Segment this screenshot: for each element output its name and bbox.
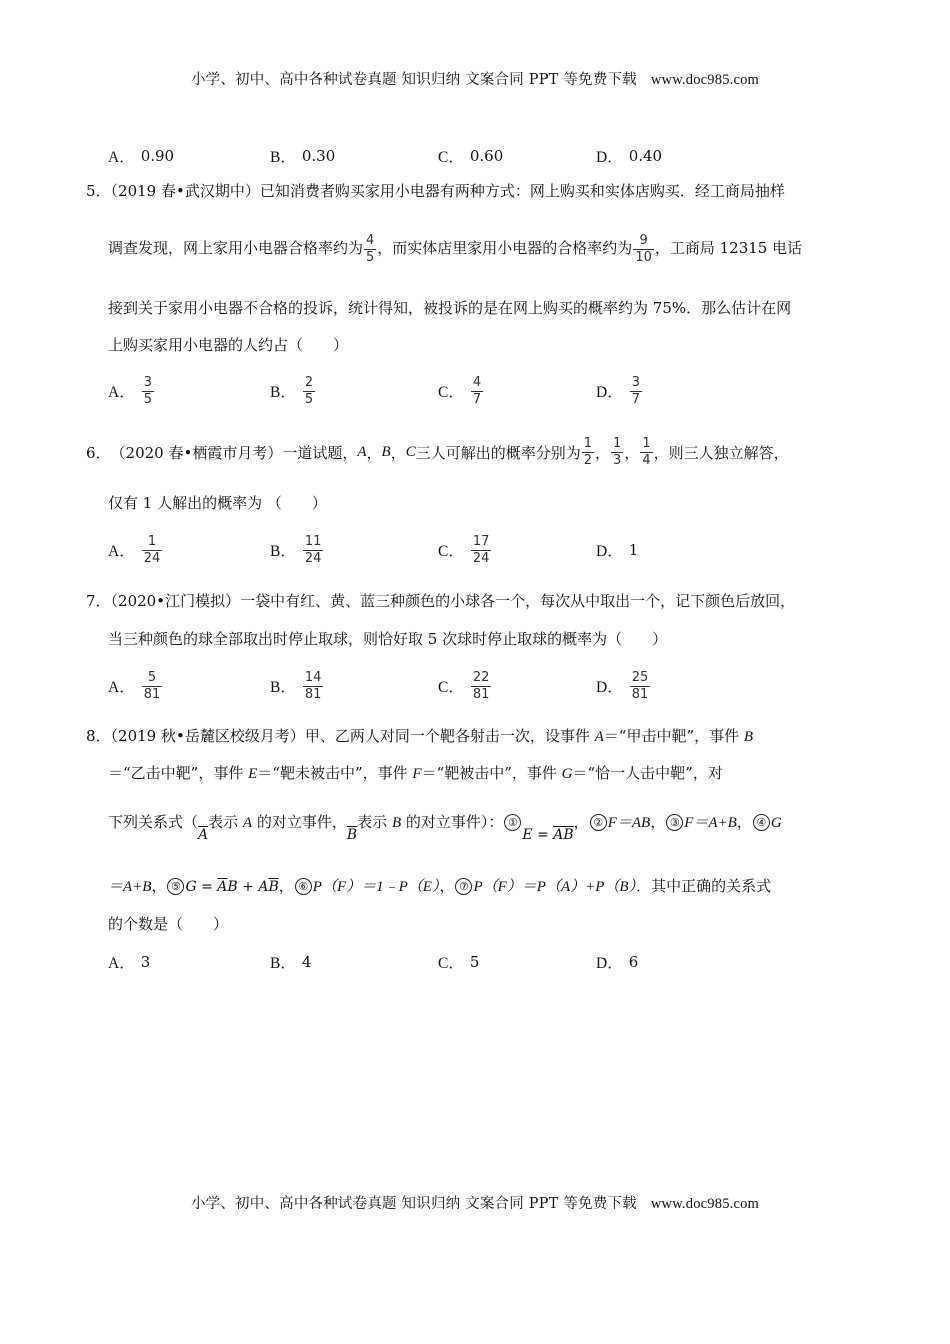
q4-option-d: D． 0.40 [596, 147, 663, 166]
q8-option-c: C． 5 [438, 953, 480, 972]
q6-option-d: D． 1 [596, 541, 639, 560]
q4-option-b: B． 0.30 [270, 147, 336, 166]
footer-text: 小学、初中、高中各种试卷真题 知识归纳 文案合同 PPT 等免费下载 [190, 1196, 637, 1212]
page-footer [0, 1192, 950, 1213]
q6-fraction-3: $\frac{1}{4}$ [642, 435, 651, 468]
q7-option-a: A． $\frac{5}{81}$ [108, 669, 161, 702]
q5-fraction-2: $\frac{9}{10}$ [635, 233, 652, 265]
q5-line-4: 上购买家用小电器的人约占（ ） [108, 336, 349, 354]
q7-option-d: D． $\frac{25}{81}$ [596, 669, 649, 702]
q6-line-1: 6． （2020 春•栖霞市月考）一道试题， A ， B ， C 三人可解出的概率分别为 $\frac{1}{2}$ ， $\frac{1}{3}$ ， $\frac{1}{4}$ ，则三人独立解答， [86, 435, 789, 468]
q5-fraction-1: $\frac{4}{5}$ [366, 233, 375, 265]
q8-line-2: ＝“乙击中靶”，事件 E＝“靶未被击中”，事件 F＝“靶被击中”，事件 G＝“恰一人击中靶”，对 [108, 764, 723, 782]
q5-number: 5． [86, 182, 111, 200]
q6-option-b: B． $\frac{11}{24}$ [270, 533, 322, 566]
q8-number: 8． [86, 727, 111, 745]
q6-options [108, 528, 808, 572]
q8-option-b: B． 4 [270, 953, 312, 972]
q6-number: 6． [86, 443, 111, 462]
q5-line-3: 接到关于家用小电器不合格的投诉，统计得知，被投诉的是在网上购买的概率约为 75%．那么估计在网 [108, 299, 792, 317]
q7-number: 7． [86, 592, 111, 610]
q7-option-c: C． $\frac{22}{81}$ [438, 669, 490, 702]
q7-line-2: 当三种颜色的球全部取出时停止取球，则恰好取 5 次球时停止取球的概率为（ ） [108, 630, 668, 648]
header-text: 小学、初中、高中各种试卷真题 知识归纳 文案合同 PPT 等免费下载 [190, 72, 637, 88]
q4-option-c: C． 0.60 [438, 147, 504, 166]
q8-line-1: 8．（2019 秋•岳麓区校级月考）甲、乙两人对同一个靶各射击一次，设事件 A＝“甲击中靶”，事件 B [86, 727, 754, 745]
footer-site: www.doc985.com [650, 1196, 760, 1212]
q5-line-2: 调查发现，网上家用小电器合格率约为 $\frac{4}{5}$ ，而实体店里家用小电器的合格率约为 $\frac{9}{10}$ ，工商局 12315 电话 [108, 233, 803, 265]
q5-option-b: B． $\frac{2}{5}$ [270, 374, 314, 407]
q5-options [108, 369, 808, 413]
q4-option-a: A． 0.90 [108, 147, 175, 166]
q5-option-a: A． $\frac{3}{5}$ [108, 374, 152, 407]
q6-option-c: C． $\frac{17}{24}$ [438, 533, 490, 566]
q8-option-d: D． 6 [596, 953, 639, 972]
q5-line-1: 5．（2019 春•武汉期中）已知消费者购买家用小电器有两种方式：网上购买和实体店购买．经工商局抽样 [86, 182, 785, 200]
q8-line-4: ＝A+B， ⑤ $G = \overline{A}B + A\overline{B}$， ⑥ P（F）＝1﹣P（E）， ⑦ P（F）＝P（A）+P（B）．其中正确的关系式 [108, 877, 772, 895]
question-4-options [86, 134, 866, 178]
q7-option-b: B． $\frac{14}{81}$ [270, 669, 322, 702]
q8-option-a: A． 3 [108, 953, 151, 972]
q7-options [108, 664, 808, 708]
page-header [0, 68, 950, 89]
q5-option-c: C． $\frac{4}{7}$ [438, 374, 482, 407]
q8-options [108, 940, 808, 984]
q7-line-1: 7．（2020•江门模拟）一袋中有红、黄、蓝三种颜色的小球各一个，每次从中取出一个，记下颜色后放回， [86, 592, 796, 610]
header-site: www.doc985.com [650, 72, 760, 88]
q5-option-d: D． $\frac{3}{7}$ [596, 374, 640, 407]
q6-option-a: A． $\frac{1}{24}$ [108, 533, 161, 566]
q6-line-2: 仅有 1 人解出的概率为 （ ） [108, 494, 327, 512]
q6-fraction-2: $\frac{1}{3}$ [613, 435, 622, 468]
q8-line-3: 下列关系式（$\overline{A}$表示 A 的对立事件，$\overline{B}$表示 B 的对立事件）： ①E = $\overline{AB}$， ② F＝AB， ③ F＝A+B， ④ G [108, 813, 782, 843]
q6-fraction-1: $\frac{1}{2}$ [583, 435, 593, 468]
q8-line-5: 的个数是（ ） [108, 915, 229, 933]
